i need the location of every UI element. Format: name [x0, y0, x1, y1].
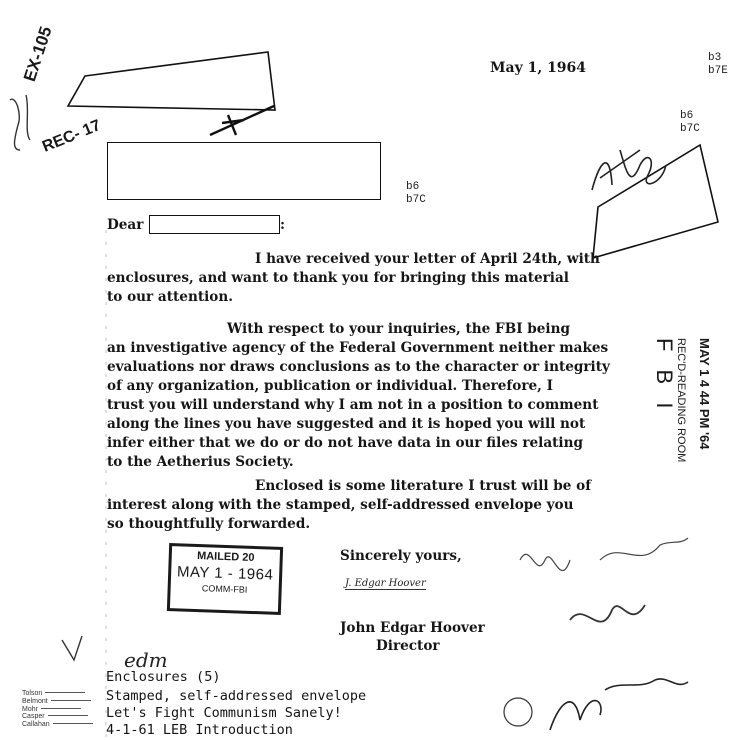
exemption-code: b7E — [708, 65, 728, 77]
paragraph-line: Enclosed is some literature I trust will be of — [255, 478, 592, 494]
redaction-polygon-right — [593, 145, 718, 258]
valediction: Sincerely yours, — [340, 548, 462, 564]
reading-room-name: REC'D-READING ROOM — [675, 338, 687, 463]
scrawl-circle — [504, 698, 532, 726]
paragraph-line: infer either that we do or do not have data in our files relating — [107, 435, 583, 451]
mailed-stamp — [167, 543, 283, 615]
paragraph-line: to our attention. — [107, 289, 233, 305]
redaction-polygon-top — [68, 52, 275, 110]
paragraph-line: an investigative agency of the Federal Government neither makes — [107, 340, 609, 356]
enclosure-item: Stamped, self-addressed envelope — [106, 688, 367, 704]
enclosure-list — [106, 688, 366, 739]
rec-stamp: REC- 17 — [40, 117, 104, 156]
paragraph-line: evaluations nor draws conclusions as to the character or integrity — [107, 359, 610, 375]
paragraph-line: trust you will understand why I am not in a position to comment — [107, 397, 599, 413]
reading-room-date: MAY 1 4 44 PM '64 — [697, 338, 712, 450]
exemption-top — [708, 52, 728, 78]
paragraph-1 — [107, 250, 600, 307]
scrawl-2 — [570, 605, 645, 622]
paragraph-line: I have received your letter of April 24th, with — [255, 251, 600, 267]
exemption-code: b6 — [406, 181, 420, 193]
exemption-code: b6 — [680, 110, 694, 122]
margin-check — [62, 636, 82, 660]
redacted-address — [107, 142, 381, 200]
signer-name: John Edgar Hoover — [340, 620, 485, 636]
mailed-line-2: MAY 1 - 1964 — [176, 563, 274, 584]
enclosures-heading: Enclosures (5) — [106, 669, 221, 685]
paragraph-line: enclosures, and want to thank you for bringing this material — [107, 270, 569, 286]
exemption-right — [680, 110, 700, 136]
exemption-code: b7C — [406, 194, 426, 206]
routing-list — [22, 690, 93, 729]
enclosure-item: 4-1-61 LEB Introduction — [106, 722, 293, 738]
routing-name: Callahan — [22, 721, 93, 728]
paragraph-line: With respect to your inquiries, the FBI being — [227, 321, 570, 337]
routing-name: Mohr — [22, 706, 81, 713]
enclosure-item: Let's Fight Communism Sanely! — [106, 705, 342, 721]
paragraph-line: to the Aetherius Society. — [107, 454, 294, 470]
signature: J. Edgar Hoover — [345, 578, 426, 589]
typist-initials: edm — [124, 648, 168, 672]
mailed-line-3: COMM-FBI — [201, 583, 248, 595]
reading-room-agency: F B I — [652, 338, 677, 415]
paragraph-line: of any organization, publication or individual. Therefore, I — [107, 378, 553, 394]
salutation: Dear — [107, 217, 144, 233]
reading-room-stamp — [651, 338, 712, 498]
signer-title: Director — [376, 638, 440, 654]
margin-scribble — [10, 95, 30, 150]
exemption-address — [406, 181, 426, 207]
scrawl-3 — [550, 679, 688, 730]
redacted-name — [149, 215, 280, 234]
scrawl-1 — [520, 538, 688, 571]
salutation-colon: : — [280, 217, 286, 233]
paragraph-line: so thoughtfully forwarded. — [107, 516, 311, 532]
routing-name: Tolson — [22, 690, 85, 697]
strike-mark — [210, 106, 274, 135]
routing-name: Belmont — [22, 698, 91, 705]
paragraph-line: interest along with the stamped, self-addressed envelope you — [107, 497, 574, 513]
paragraph-2 — [107, 320, 610, 472]
routing-name: Casper — [22, 713, 88, 720]
mailed-line-1: MAILED 20 — [196, 550, 255, 565]
letter-date: May 1, 1964 — [490, 60, 587, 76]
paragraph-line: along the lines you have suggested and it is hoped you will not — [107, 416, 586, 432]
exemption-code: b3 — [708, 52, 722, 64]
exemption-code: b7C — [680, 123, 700, 135]
paragraph-3 — [107, 477, 591, 534]
ex-stamp: EX-105 — [20, 24, 56, 84]
